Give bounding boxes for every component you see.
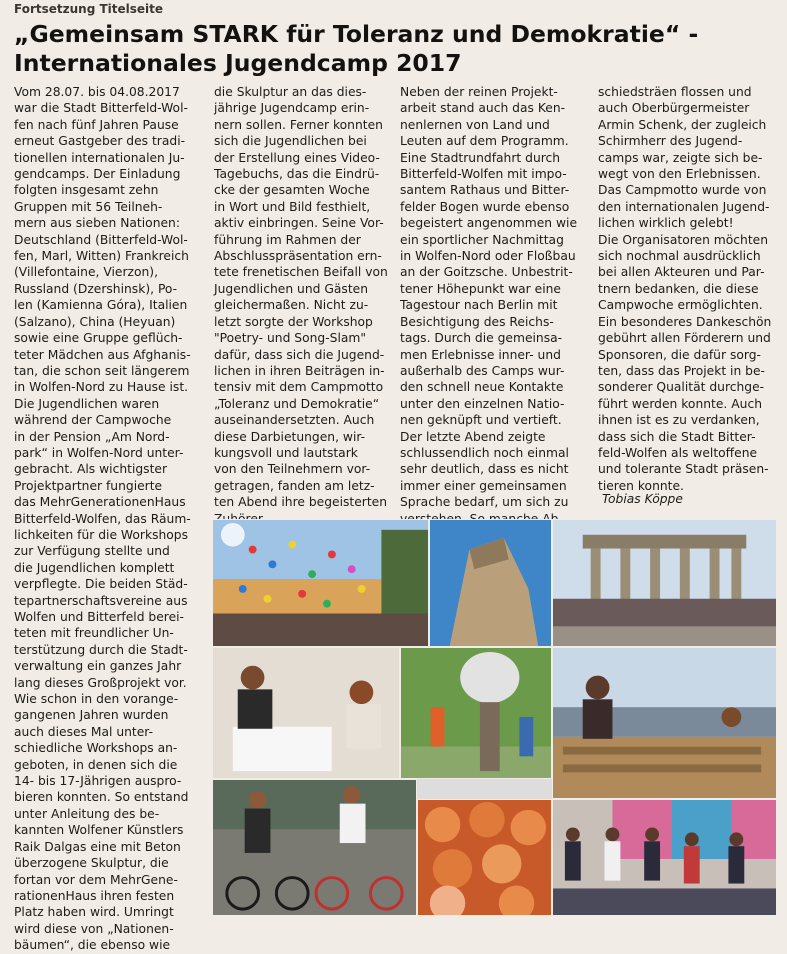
- photo-workshop: [212, 647, 400, 779]
- photo-collage: [212, 519, 777, 916]
- headline-line-1: „Gemeinsam STARK für Toleranz und Demokratie“ -: [14, 20, 699, 48]
- photo-monument: [429, 519, 552, 647]
- headline-line-2: Internationales Jugendcamp 2017: [14, 49, 462, 77]
- article-column-2: die Skulptur an das dies- jährige Jugendcamp erin- nern sollen. Ferner konnten sich die Jugendlichen bei der Erstellung eines Video- Tagebuchs, das die Eindrü- cke der gesamten Woche in Wort und Bild festhielt, aktiv einbringen. Seine Vor- führung im Rahmen der Abschlusspräsentation ern- tete frenetischen Beifall von Jugendlichen und Gästen gleichermaßen. Nicht zu- letzt sorgte der Workshop "Poetry- und Song-Slam" dafür, dass sich die Jugend- lichen in ihren Beiträgen in- tensiv mit dem Campmotto „Toleranz und Demokratie“ auseinandersetzten. Auch diese Darbietungen, wir- kungsvoll und lautstark von den Teilnehmern vor- getragen, fanden am letz- ten Abend ihre begeisterten: [214, 85, 388, 510]
- photo-balloons: [212, 519, 429, 647]
- author-byline: Tobias Köppe: [602, 492, 683, 506]
- article-headline: [14, 20, 774, 78]
- article-column-4: schiedsträen flossen und auch Oberbürgermeister Armin Schenk, der zugleich Schirmherr des Jugend- camps war, zeigte sich be- wegt von den Erlebnissen. Das Campmotto wurde von den internationalen Jugend- lichen wirklich gelebt! Die Organisatoren möchten sich nochmal ausdrücklich bei allen Akteuren und Par- tnern bedanken, die diese Campwoche ermöglichten. Ein besonderes Dankeschön gebührt allen Förderern und Sponsoren, die dafür sorg- ten, dass das Projekt in be- sonderer Qualität durchge- führt werden konnte. Auch ihnen ist es zu verdanken, dass sich die Stadt Bitter- feld-Wolfen als weltoffene und tolerante Stadt präsen- tieren konnte.: [598, 85, 772, 493]
- photo-brandenburg-gate: [552, 519, 777, 647]
- photo-bicycles: [212, 779, 417, 916]
- section-kicker: Fortsetzung Titelseite: [14, 2, 164, 16]
- article-column-1: Vom 28.07. bis 04.08.2017 war die Stadt Bitterfeld-Wol- fen nach fünf Jahren Pause erneut Gastgeber des tradi- tionellen internationalen Ju- gendcamps. Der Einladung folgten insgesamt zehn Gruppen mit 56 Teilneh- mern aus sieben Nationen: Deutschland (Bitterfeld-Wol- fen, Marl, Witten) Frankreich (Villefontaine, Vierzon), Russland (Dzershinsk), Po- len (Kamienna Góra), Italien (Salzano), China (Heyuan) sowie eine Gruppe geflüch- teter Mädchen aus Afghanis- tan, die schon seit längerem in Wolfen-Nord zu Hause ist. Die Jugendlichen waren während der Campwoche in der Pension „Am Nord- park“ in Wolfen-Nord unter- gebracht. Als wichtigster Projektpartner fungierte das MehrGenerationenHaus Bitterfeld-Wolfen, das Räum- lichkeiten für die Workshops zur Verfügung stellte und die Jugendlichen komplett verpflegte. Die beiden Städ- tepartnerschaftsvereine aus Wolfen und Bitterfeld berei- teten mit freundlicher Un- terstützung durch die Stadt- verwaltung ein ganzes Jahr lang dieses Großprojekt vor. Wie schon in den vorange- gangenen Jahren wurden auch dieses Mal unter- schiedliche Workshops an- geboten, in denen sich die 14- bis 17-Jährigen auspro- bieren konnten. So entstand unter Anleitung des be- kannten Wolfener Künstlers Raik Dalgas eine mit Beton überzogene Skulptur, die fortan vor dem MehrGene- rationenHaus ihren festen Platz haben wird. Umringt wird diese von „Nationen- bäumen“, die ebenso wie: [14, 85, 191, 953]
- photo-sculpture: [400, 647, 552, 779]
- photo-raft-building: [552, 647, 777, 799]
- article-column-3: Neben der reinen Projekt- arbeit stand auch das Ken- nenlernen von Land und Leuten auf dem Programm. Eine Stadtrundfahrt durch Bitterfeld-Wolfen mit impo- santem Rathaus und Bitter- felder Bogen wurde ebenso begeistert angenommen wie ein sportlicher Nachmittag in Wolfen-Nord oder Floßbau an der Goitzsche. Unbestrit- tener Höhepunkt war eine Tagestour nach Berlin mit Besichtigung des Reichs- tags. Durch die gemeinsa- men Erlebnisse inner- und außerhalb des Camps wur- den schnell neue Kontakte unter den einzelnen Natio- nen geknüpft und vertieft. Der letzte Abend zeigte schlussendlich noch einmal sehr deutlich, dass es nicht immer einer gemeinsamen Sprache bedarf, um sich zu: [400, 85, 578, 510]
- photo-pastries: [417, 799, 552, 916]
- photo-group-stage: [552, 799, 777, 916]
